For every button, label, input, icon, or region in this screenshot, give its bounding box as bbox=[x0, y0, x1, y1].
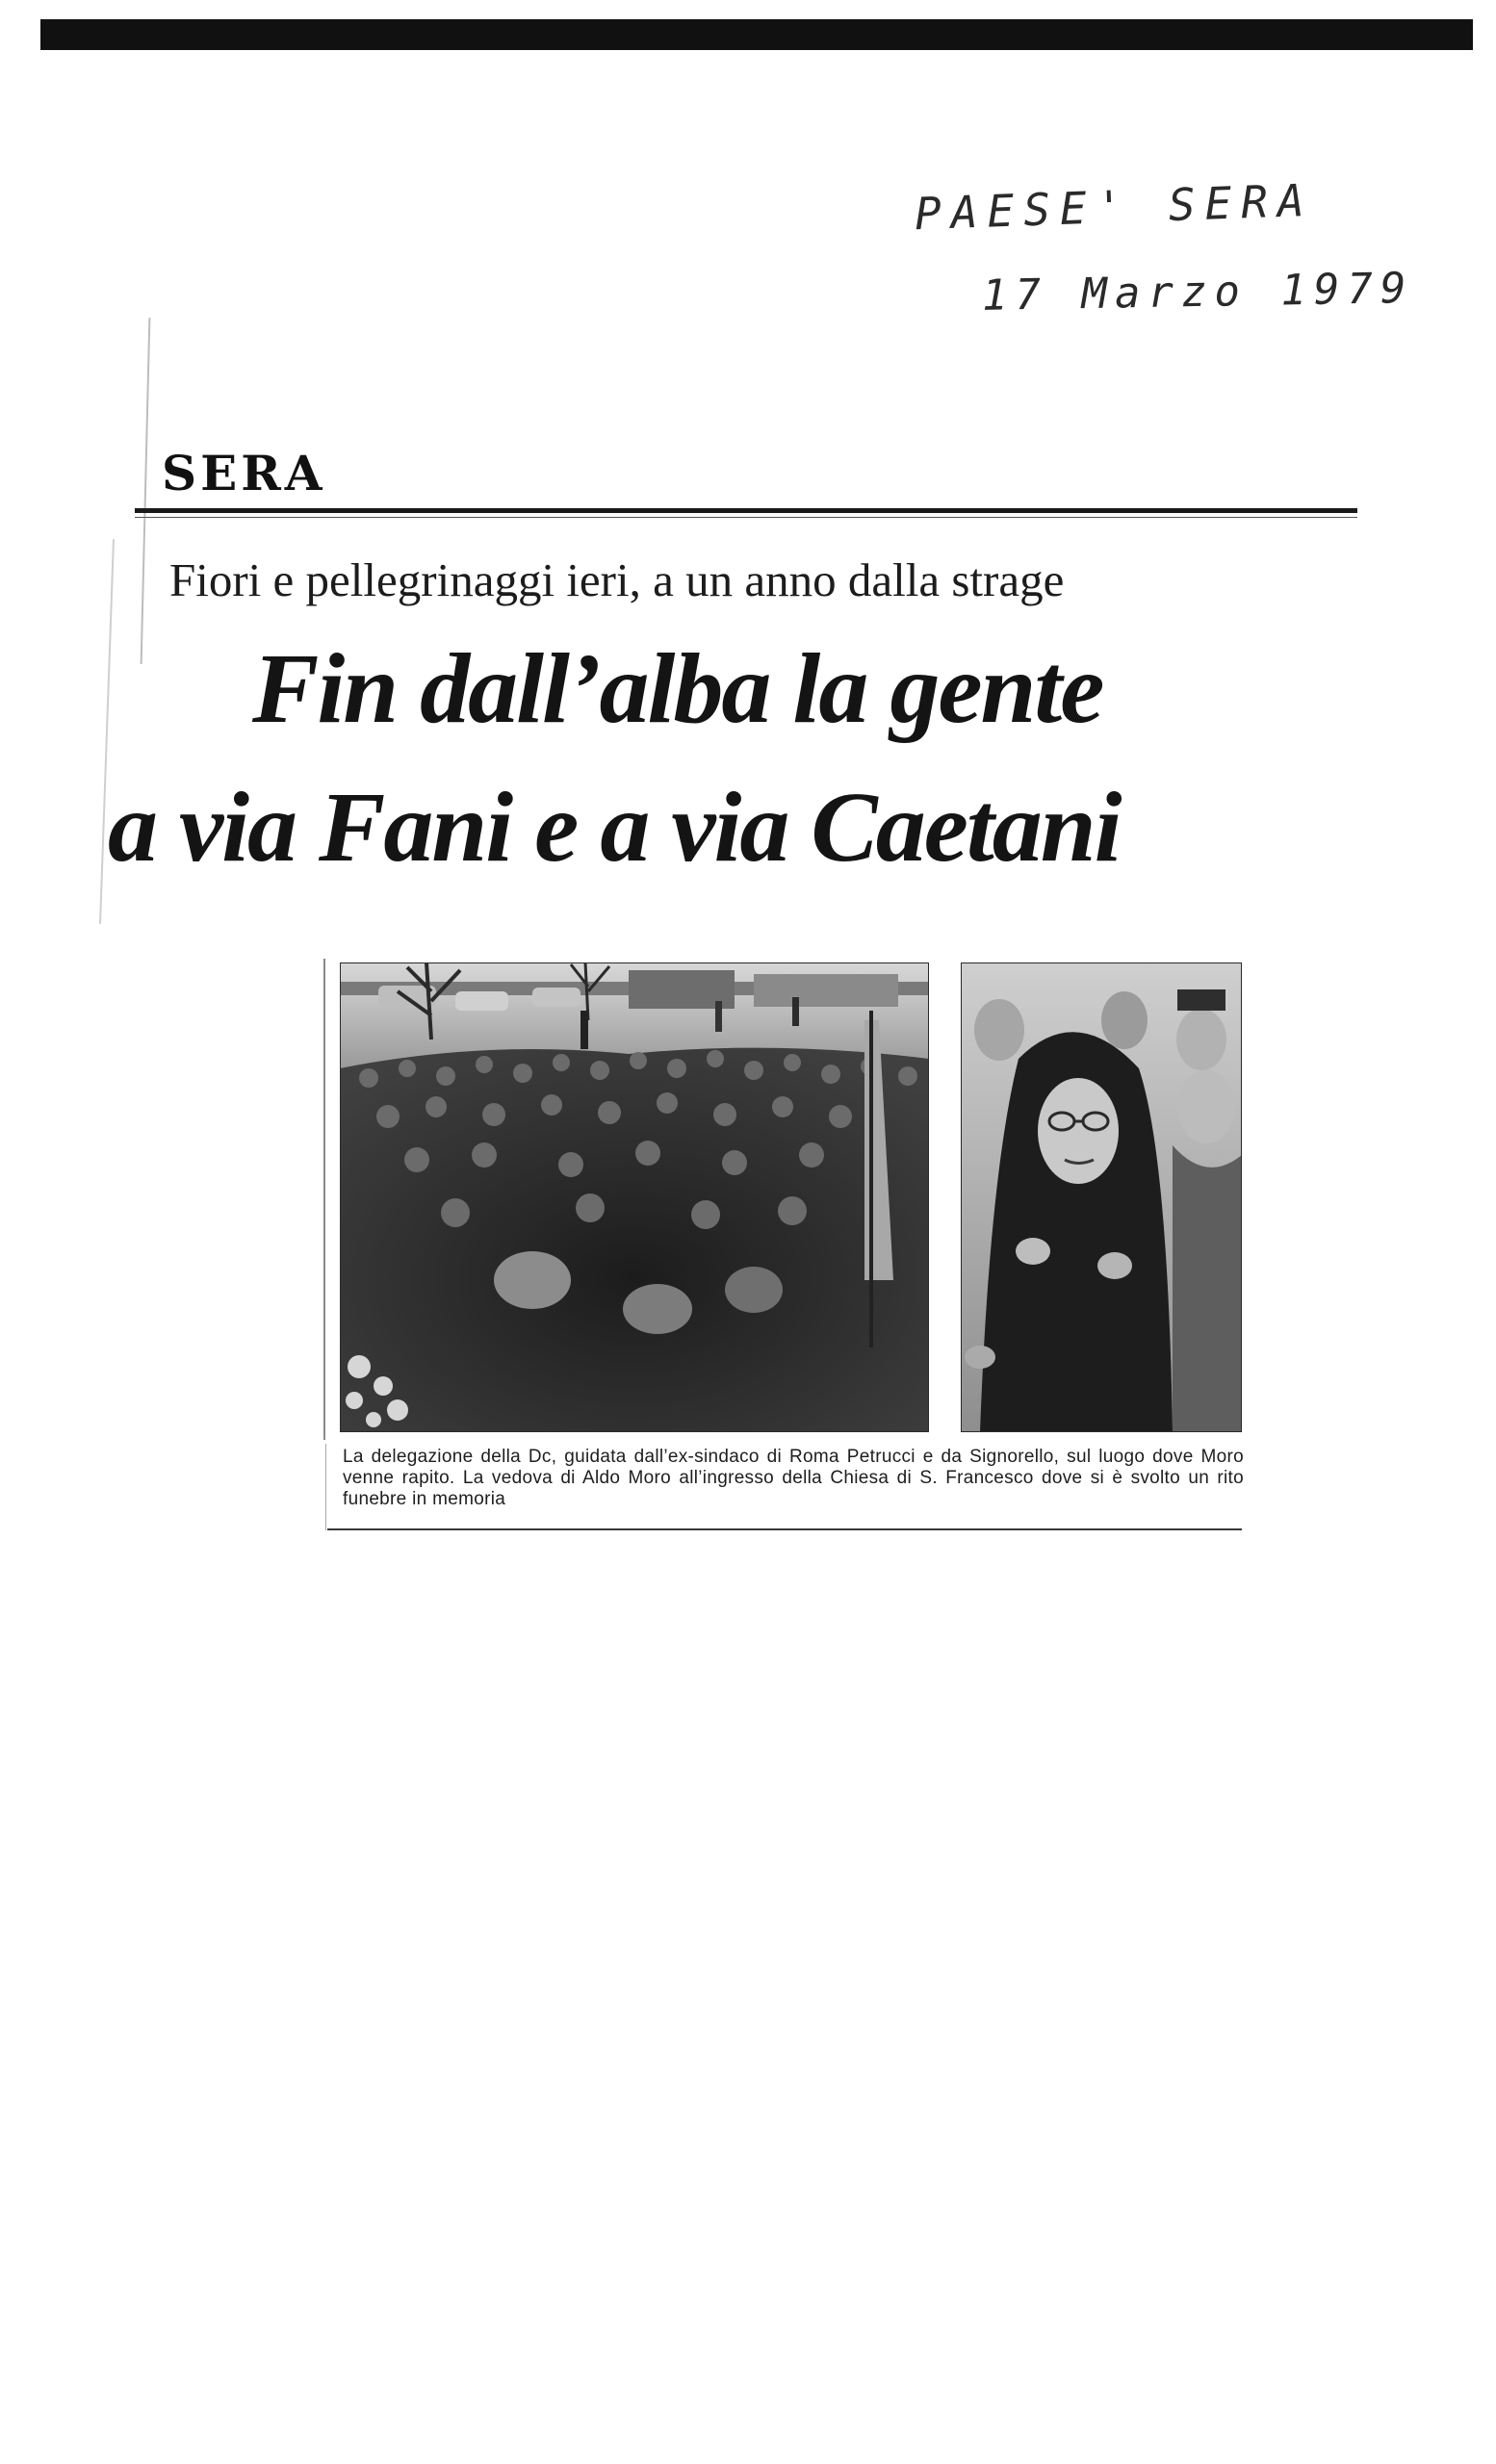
article-kicker: Fiori e pellegrinaggi ieri, a un anno dalla strage bbox=[169, 553, 1065, 606]
photo-crowd-image bbox=[340, 962, 929, 1432]
section-header: SERA bbox=[162, 445, 326, 501]
headline-line-1: Fin dall’alba la gente bbox=[252, 633, 1103, 744]
caption-rule bbox=[327, 1528, 1242, 1530]
headline-line-2: a via Fani e a via Caetani bbox=[108, 772, 1121, 883]
photo-frame-line bbox=[323, 959, 325, 1440]
handwritten-annotation bbox=[895, 171, 1414, 345]
section-rule bbox=[135, 508, 1357, 513]
photo-caption: La delegazione della Dc, guidata dall’ex-sindaco di Roma Petrucci e da Signorello, sul luogo dove Moro venne rapito. La vedova di Aldo Moro all’ingresso della Chiesa di S. Francesco dove si è svolto un rito funebre in memoria bbox=[343, 1447, 1244, 1509]
photo-crowd bbox=[340, 962, 929, 1432]
photo-widow bbox=[961, 962, 1242, 1432]
section-rule-thin bbox=[135, 517, 1357, 518]
annotation-date: 17 Marzo 1979 bbox=[981, 264, 1414, 321]
annotation-newspaper-name: PAESE' SERA bbox=[914, 173, 1315, 241]
photo-widow-image bbox=[961, 962, 1242, 1432]
clipping-edge bbox=[141, 318, 151, 664]
scan-top-bar bbox=[40, 19, 1473, 50]
caption-left-line bbox=[325, 1444, 326, 1530]
